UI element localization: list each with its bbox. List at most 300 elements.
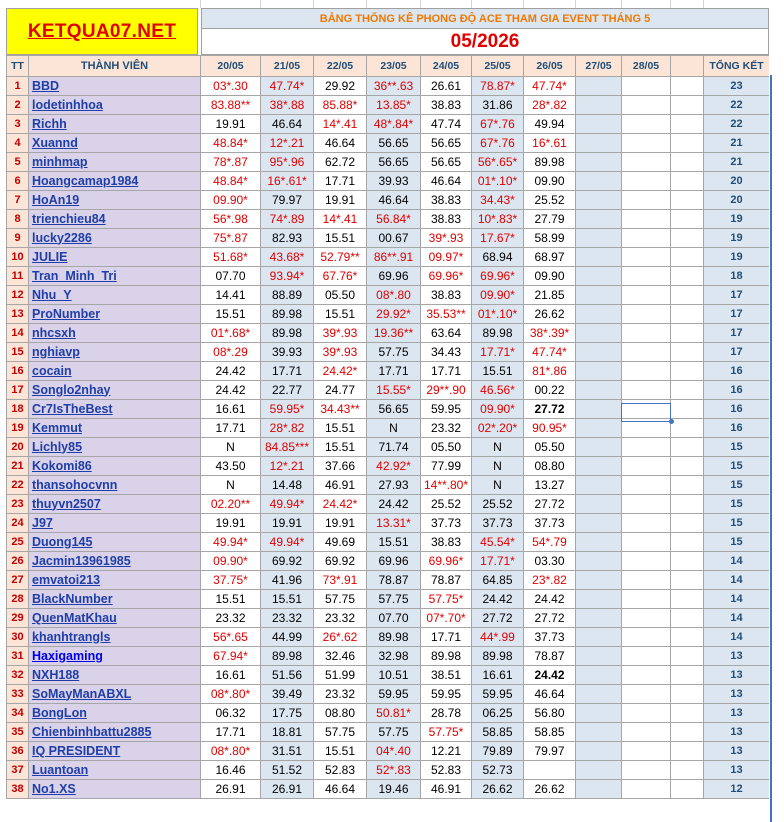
- score-cell[interactable]: 13.85*: [367, 96, 421, 115]
- score-cell[interactable]: 46.64: [314, 780, 367, 799]
- total-cell[interactable]: 15: [704, 514, 770, 533]
- total-cell[interactable]: 22: [704, 115, 770, 134]
- score-cell[interactable]: 31.86: [472, 96, 524, 115]
- empty-cell[interactable]: [671, 96, 704, 115]
- score-cell[interactable]: 09.90: [524, 267, 576, 286]
- score-cell[interactable]: 49.94: [524, 115, 576, 134]
- score-cell[interactable]: N: [472, 476, 524, 495]
- total-cell[interactable]: 23: [704, 77, 770, 96]
- score-cell[interactable]: 37.66: [314, 457, 367, 476]
- score-cell[interactable]: 32.98: [367, 647, 421, 666]
- score-cell[interactable]: [576, 552, 622, 571]
- score-cell[interactable]: 48*.84*: [367, 115, 421, 134]
- score-cell[interactable]: 26.62: [524, 780, 576, 799]
- score-cell[interactable]: 52.73: [472, 761, 524, 780]
- empty-cell[interactable]: [671, 761, 704, 780]
- score-cell[interactable]: 09.90*: [201, 552, 261, 571]
- score-cell[interactable]: 51.52: [261, 761, 314, 780]
- score-cell[interactable]: 39.49: [261, 685, 314, 704]
- score-cell[interactable]: 85.88*: [314, 96, 367, 115]
- empty-cell[interactable]: [671, 115, 704, 134]
- total-cell[interactable]: 15: [704, 457, 770, 476]
- score-cell[interactable]: 17.71: [261, 362, 314, 381]
- score-cell[interactable]: [622, 514, 671, 533]
- empty-cell[interactable]: [671, 723, 704, 742]
- empty-cell[interactable]: [671, 381, 704, 400]
- member-name[interactable]: nghiavp: [29, 343, 201, 362]
- score-cell[interactable]: [576, 191, 622, 210]
- score-cell[interactable]: 16.61: [472, 666, 524, 685]
- score-cell[interactable]: 69.92: [261, 552, 314, 571]
- score-cell[interactable]: 82.93: [261, 229, 314, 248]
- score-cell[interactable]: 27.93: [367, 476, 421, 495]
- empty-cell[interactable]: [671, 742, 704, 761]
- score-cell[interactable]: 15.51: [472, 362, 524, 381]
- score-cell[interactable]: 15.51: [314, 305, 367, 324]
- empty-cell[interactable]: [671, 476, 704, 495]
- score-cell[interactable]: 02*.20*: [472, 419, 524, 438]
- score-cell[interactable]: [576, 685, 622, 704]
- score-cell[interactable]: 39.93: [261, 343, 314, 362]
- total-cell[interactable]: 13: [704, 742, 770, 761]
- score-cell[interactable]: 38.83: [421, 96, 472, 115]
- score-cell[interactable]: 59.95: [421, 400, 472, 419]
- score-cell[interactable]: 47.74*: [524, 77, 576, 96]
- member-name[interactable]: ProNumber: [29, 305, 201, 324]
- score-cell[interactable]: 25.52: [524, 191, 576, 210]
- score-cell[interactable]: 06.25: [472, 704, 524, 723]
- score-cell[interactable]: 07.70: [367, 609, 421, 628]
- score-cell[interactable]: 28.78: [421, 704, 472, 723]
- score-cell[interactable]: 08*.80: [367, 286, 421, 305]
- score-cell[interactable]: 56.65: [367, 153, 421, 172]
- total-cell[interactable]: 16: [704, 381, 770, 400]
- score-cell[interactable]: 57.75: [367, 723, 421, 742]
- member-name[interactable]: JULIE: [29, 248, 201, 267]
- score-cell[interactable]: 83.88**: [201, 96, 261, 115]
- member-name[interactable]: Songlo2nhay: [29, 381, 201, 400]
- score-cell[interactable]: [622, 761, 671, 780]
- score-cell[interactable]: 14*.41: [314, 115, 367, 134]
- score-cell[interactable]: 00.22: [524, 381, 576, 400]
- member-name[interactable]: No1.XS: [29, 780, 201, 799]
- member-name[interactable]: Kemmut: [29, 419, 201, 438]
- score-cell[interactable]: 46.64: [314, 134, 367, 153]
- score-cell[interactable]: [622, 457, 671, 476]
- total-cell[interactable]: 16: [704, 362, 770, 381]
- total-cell[interactable]: 13: [704, 761, 770, 780]
- score-cell[interactable]: 38.83: [421, 286, 472, 305]
- empty-cell[interactable]: [671, 647, 704, 666]
- score-cell[interactable]: 59.95*: [261, 400, 314, 419]
- score-cell[interactable]: 16*.61*: [261, 172, 314, 191]
- score-cell[interactable]: 24.77: [314, 381, 367, 400]
- score-cell[interactable]: 24.42*: [314, 362, 367, 381]
- score-cell[interactable]: 15.51: [201, 305, 261, 324]
- score-cell[interactable]: 29.92: [314, 77, 367, 96]
- member-name[interactable]: nhcsxh: [29, 324, 201, 343]
- score-cell[interactable]: 17.71: [201, 723, 261, 742]
- empty-cell[interactable]: [671, 77, 704, 96]
- score-cell[interactable]: [622, 552, 671, 571]
- score-cell[interactable]: [576, 77, 622, 96]
- score-cell[interactable]: 01*.68*: [201, 324, 261, 343]
- score-cell[interactable]: 19.36**: [367, 324, 421, 343]
- member-name[interactable]: HoAn19: [29, 191, 201, 210]
- score-cell[interactable]: 67.94*: [201, 647, 261, 666]
- member-name[interactable]: QuenMatKhau: [29, 609, 201, 628]
- score-cell[interactable]: 24.42: [524, 590, 576, 609]
- score-cell[interactable]: 07.70: [201, 267, 261, 286]
- score-cell[interactable]: 57.75*: [421, 590, 472, 609]
- score-cell[interactable]: 59.95: [421, 685, 472, 704]
- score-cell[interactable]: [576, 628, 622, 647]
- empty-cell[interactable]: [671, 590, 704, 609]
- member-name[interactable]: lucky2286: [29, 229, 201, 248]
- score-cell[interactable]: [622, 419, 671, 438]
- score-cell[interactable]: 27.79: [524, 210, 576, 229]
- score-cell[interactable]: 38.51: [421, 666, 472, 685]
- score-cell[interactable]: 41.96: [261, 571, 314, 590]
- score-cell[interactable]: 00.67: [367, 229, 421, 248]
- score-cell[interactable]: [576, 324, 622, 343]
- total-cell[interactable]: 13: [704, 647, 770, 666]
- score-cell[interactable]: 49.94*: [261, 533, 314, 552]
- score-cell[interactable]: [576, 514, 622, 533]
- score-cell[interactable]: [622, 134, 671, 153]
- empty-cell[interactable]: [671, 685, 704, 704]
- score-cell[interactable]: [622, 229, 671, 248]
- empty-cell[interactable]: [671, 229, 704, 248]
- score-cell[interactable]: 57.75: [367, 590, 421, 609]
- empty-cell[interactable]: [671, 362, 704, 381]
- score-cell[interactable]: 10.51: [367, 666, 421, 685]
- score-cell[interactable]: 58.85: [524, 723, 576, 742]
- score-cell[interactable]: 56.65: [367, 400, 421, 419]
- score-cell[interactable]: 09.90*: [201, 191, 261, 210]
- total-cell[interactable]: 15: [704, 495, 770, 514]
- score-cell[interactable]: 26.91: [261, 780, 314, 799]
- score-cell[interactable]: 26.61: [421, 77, 472, 96]
- total-cell[interactable]: 17: [704, 286, 770, 305]
- score-cell[interactable]: 69.96: [367, 267, 421, 286]
- score-cell[interactable]: 37.73: [421, 514, 472, 533]
- score-cell[interactable]: [622, 628, 671, 647]
- score-cell[interactable]: 09.97*: [421, 248, 472, 267]
- score-cell[interactable]: 19.91: [201, 115, 261, 134]
- score-cell[interactable]: 89.98: [367, 628, 421, 647]
- score-cell[interactable]: 56*.65: [201, 628, 261, 647]
- member-name[interactable]: Hoangcamap1984: [29, 172, 201, 191]
- total-cell[interactable]: 13: [704, 685, 770, 704]
- empty-cell[interactable]: [671, 609, 704, 628]
- score-cell[interactable]: 03.30: [524, 552, 576, 571]
- score-cell[interactable]: 17.71: [421, 362, 472, 381]
- score-cell[interactable]: 50.81*: [367, 704, 421, 723]
- score-cell[interactable]: 13.31*: [367, 514, 421, 533]
- score-cell[interactable]: 46.64: [421, 172, 472, 191]
- score-cell[interactable]: 17.71*: [472, 552, 524, 571]
- score-cell[interactable]: 12.21: [421, 742, 472, 761]
- score-cell[interactable]: 57.75: [367, 343, 421, 362]
- score-cell[interactable]: 90.95*: [524, 419, 576, 438]
- score-cell[interactable]: [576, 457, 622, 476]
- score-cell[interactable]: 32.46: [314, 647, 367, 666]
- score-cell[interactable]: 14*.41: [314, 210, 367, 229]
- score-cell[interactable]: 34.43*: [472, 191, 524, 210]
- score-cell[interactable]: [622, 267, 671, 286]
- score-cell[interactable]: 34.43**: [314, 400, 367, 419]
- score-cell[interactable]: [622, 438, 671, 457]
- empty-cell[interactable]: [671, 400, 704, 419]
- score-cell[interactable]: 15.55*: [367, 381, 421, 400]
- empty-cell[interactable]: [671, 704, 704, 723]
- total-cell[interactable]: 15: [704, 438, 770, 457]
- member-name[interactable]: BlackNumber: [29, 590, 201, 609]
- empty-cell[interactable]: [671, 134, 704, 153]
- score-cell[interactable]: 13.27: [524, 476, 576, 495]
- total-cell[interactable]: 13: [704, 704, 770, 723]
- score-cell[interactable]: 37.73: [524, 628, 576, 647]
- score-cell[interactable]: 19.91: [314, 514, 367, 533]
- score-cell[interactable]: 58.85: [472, 723, 524, 742]
- score-cell[interactable]: [576, 381, 622, 400]
- score-cell[interactable]: 14.41: [201, 286, 261, 305]
- score-cell[interactable]: [576, 609, 622, 628]
- score-cell[interactable]: 79.97: [524, 742, 576, 761]
- score-cell[interactable]: 31.51: [261, 742, 314, 761]
- score-cell[interactable]: 15.51: [261, 590, 314, 609]
- score-cell[interactable]: 67*.76: [472, 115, 524, 134]
- score-cell[interactable]: [524, 761, 576, 780]
- site-logo-text[interactable]: KETQUA07.NET: [27, 20, 177, 42]
- score-cell[interactable]: 57.75: [314, 590, 367, 609]
- score-cell[interactable]: 27.72: [524, 609, 576, 628]
- score-cell[interactable]: 49.69: [314, 533, 367, 552]
- score-cell[interactable]: [576, 134, 622, 153]
- score-cell[interactable]: 12*.21: [261, 457, 314, 476]
- empty-cell[interactable]: [671, 172, 704, 191]
- score-cell[interactable]: 86**.91: [367, 248, 421, 267]
- score-cell[interactable]: 46.91: [421, 780, 472, 799]
- score-cell[interactable]: [576, 400, 622, 419]
- score-cell[interactable]: 46.91: [314, 476, 367, 495]
- empty-cell[interactable]: [671, 628, 704, 647]
- score-cell[interactable]: [576, 248, 622, 267]
- score-cell[interactable]: 93.94*: [261, 267, 314, 286]
- score-cell[interactable]: [622, 191, 671, 210]
- score-cell[interactable]: 03*.30: [201, 77, 261, 96]
- score-cell[interactable]: 23.32: [261, 609, 314, 628]
- total-cell[interactable]: 14: [704, 552, 770, 571]
- empty-cell[interactable]: [671, 571, 704, 590]
- score-cell[interactable]: 15.51: [314, 229, 367, 248]
- score-cell[interactable]: 69.96*: [421, 267, 472, 286]
- score-cell[interactable]: 43.50: [201, 457, 261, 476]
- score-cell[interactable]: [622, 115, 671, 134]
- score-cell[interactable]: 75*.87: [201, 229, 261, 248]
- score-cell[interactable]: 51.56: [261, 666, 314, 685]
- total-cell[interactable]: 19: [704, 229, 770, 248]
- score-cell[interactable]: 46.56*: [472, 381, 524, 400]
- total-cell[interactable]: 21: [704, 134, 770, 153]
- member-name[interactable]: Cr7IsTheBest: [29, 400, 201, 419]
- score-cell[interactable]: 08*.80*: [201, 742, 261, 761]
- score-cell[interactable]: 59.95: [472, 685, 524, 704]
- score-cell[interactable]: 17.71: [421, 628, 472, 647]
- score-cell[interactable]: [576, 96, 622, 115]
- member-name[interactable]: SoMayManABXL: [29, 685, 201, 704]
- score-cell[interactable]: [622, 723, 671, 742]
- score-cell[interactable]: 24.42: [201, 381, 261, 400]
- score-cell[interactable]: [622, 77, 671, 96]
- score-cell[interactable]: 26*.62: [314, 628, 367, 647]
- score-cell[interactable]: 69.96: [367, 552, 421, 571]
- score-cell[interactable]: 39*.93: [314, 343, 367, 362]
- score-cell[interactable]: [622, 96, 671, 115]
- score-cell[interactable]: 15.51: [314, 742, 367, 761]
- total-cell[interactable]: 15: [704, 476, 770, 495]
- score-cell[interactable]: 17.71: [201, 419, 261, 438]
- score-cell[interactable]: 68.94: [472, 248, 524, 267]
- score-cell[interactable]: 23.32: [314, 685, 367, 704]
- score-cell[interactable]: 15.51: [201, 590, 261, 609]
- score-cell[interactable]: [576, 210, 622, 229]
- score-cell[interactable]: 24.42: [524, 666, 576, 685]
- score-cell[interactable]: 78.87: [367, 571, 421, 590]
- score-cell[interactable]: 09.90*: [472, 400, 524, 419]
- member-name[interactable]: Haxigaming: [29, 647, 201, 666]
- score-cell[interactable]: 29.92*: [367, 305, 421, 324]
- score-cell[interactable]: 47.74: [421, 115, 472, 134]
- score-cell[interactable]: 46.64: [367, 191, 421, 210]
- score-cell[interactable]: 23*.82: [524, 571, 576, 590]
- score-cell[interactable]: 38.83: [421, 191, 472, 210]
- score-cell[interactable]: 78*.87: [201, 153, 261, 172]
- score-cell[interactable]: 89.98: [524, 153, 576, 172]
- score-cell[interactable]: [622, 172, 671, 191]
- empty-cell[interactable]: [671, 286, 704, 305]
- total-cell[interactable]: 17: [704, 305, 770, 324]
- fill-handle[interactable]: [669, 419, 674, 424]
- score-cell[interactable]: 39.93: [367, 172, 421, 191]
- score-cell[interactable]: [622, 704, 671, 723]
- score-cell[interactable]: 95*.96: [261, 153, 314, 172]
- score-cell[interactable]: 51.99: [314, 666, 367, 685]
- score-cell[interactable]: 38.83: [421, 210, 472, 229]
- score-cell[interactable]: 25.52: [472, 495, 524, 514]
- score-cell[interactable]: 37.73: [472, 514, 524, 533]
- score-cell[interactable]: 37.75*: [201, 571, 261, 590]
- total-cell[interactable]: 13: [704, 723, 770, 742]
- score-cell[interactable]: 17.71: [314, 172, 367, 191]
- score-cell[interactable]: 44*.99: [472, 628, 524, 647]
- score-cell[interactable]: [576, 305, 622, 324]
- member-name[interactable]: Duong145: [29, 533, 201, 552]
- total-cell[interactable]: 20: [704, 172, 770, 191]
- score-cell[interactable]: 81*.86: [524, 362, 576, 381]
- member-name[interactable]: lodetinhhoa: [29, 96, 201, 115]
- score-cell[interactable]: [622, 609, 671, 628]
- score-cell[interactable]: 38*.88: [261, 96, 314, 115]
- score-cell[interactable]: 16.46: [201, 761, 261, 780]
- score-cell[interactable]: 22.77: [261, 381, 314, 400]
- score-cell[interactable]: 44.99: [261, 628, 314, 647]
- score-cell[interactable]: 69.96*: [421, 552, 472, 571]
- score-cell[interactable]: 16.61: [201, 666, 261, 685]
- score-cell[interactable]: 47.74*: [524, 343, 576, 362]
- score-cell[interactable]: 68.97: [524, 248, 576, 267]
- score-cell[interactable]: 89.98: [472, 324, 524, 343]
- score-cell[interactable]: 74*.89: [261, 210, 314, 229]
- total-cell[interactable]: 14: [704, 571, 770, 590]
- score-cell[interactable]: 17.67*: [472, 229, 524, 248]
- score-cell[interactable]: 19.46: [367, 780, 421, 799]
- score-cell[interactable]: 67*.76: [472, 134, 524, 153]
- score-cell[interactable]: [622, 343, 671, 362]
- total-cell[interactable]: 14: [704, 609, 770, 628]
- score-cell[interactable]: [622, 533, 671, 552]
- score-cell[interactable]: 84.85***: [261, 438, 314, 457]
- member-name[interactable]: cocain: [29, 362, 201, 381]
- score-cell[interactable]: 29**.90: [421, 381, 472, 400]
- score-cell[interactable]: [576, 761, 622, 780]
- score-cell[interactable]: 73*.91: [314, 571, 367, 590]
- score-cell[interactable]: 79.89: [472, 742, 524, 761]
- score-cell[interactable]: 09.90*: [472, 286, 524, 305]
- score-cell[interactable]: N: [472, 457, 524, 476]
- score-cell[interactable]: 49.94*: [201, 533, 261, 552]
- empty-cell[interactable]: [671, 552, 704, 571]
- score-cell[interactable]: N: [201, 438, 261, 457]
- empty-cell[interactable]: [671, 438, 704, 457]
- score-cell[interactable]: 43.68*: [261, 248, 314, 267]
- score-cell[interactable]: 46.64: [524, 685, 576, 704]
- score-cell[interactable]: 89.98: [261, 305, 314, 324]
- score-cell[interactable]: 48.84*: [201, 134, 261, 153]
- score-cell[interactable]: 14.48: [261, 476, 314, 495]
- score-cell[interactable]: N: [472, 438, 524, 457]
- score-cell[interactable]: 79.97: [261, 191, 314, 210]
- score-cell[interactable]: 16.61: [201, 400, 261, 419]
- score-cell[interactable]: 09.90: [524, 172, 576, 191]
- score-cell[interactable]: [622, 381, 671, 400]
- empty-cell[interactable]: [671, 457, 704, 476]
- empty-cell[interactable]: [671, 666, 704, 685]
- member-name[interactable]: BongLon: [29, 704, 201, 723]
- total-cell[interactable]: 17: [704, 343, 770, 362]
- score-cell[interactable]: 19.91: [201, 514, 261, 533]
- score-cell[interactable]: [622, 742, 671, 761]
- score-cell[interactable]: 52.83: [314, 761, 367, 780]
- score-cell[interactable]: 56.80: [524, 704, 576, 723]
- score-cell[interactable]: 06.32: [201, 704, 261, 723]
- score-cell[interactable]: 01*.10*: [472, 305, 524, 324]
- empty-cell[interactable]: [671, 305, 704, 324]
- score-cell[interactable]: 12*.21: [261, 134, 314, 153]
- score-cell[interactable]: [576, 153, 622, 172]
- score-cell[interactable]: 46.64: [261, 115, 314, 134]
- score-cell[interactable]: 52.79**: [314, 248, 367, 267]
- member-name[interactable]: trienchieu84: [29, 210, 201, 229]
- score-cell[interactable]: [576, 495, 622, 514]
- empty-cell[interactable]: [671, 210, 704, 229]
- score-cell[interactable]: 19.91: [314, 191, 367, 210]
- score-cell[interactable]: 42.92*: [367, 457, 421, 476]
- score-cell[interactable]: [576, 533, 622, 552]
- total-cell[interactable]: 22: [704, 96, 770, 115]
- score-cell[interactable]: 15.51: [367, 533, 421, 552]
